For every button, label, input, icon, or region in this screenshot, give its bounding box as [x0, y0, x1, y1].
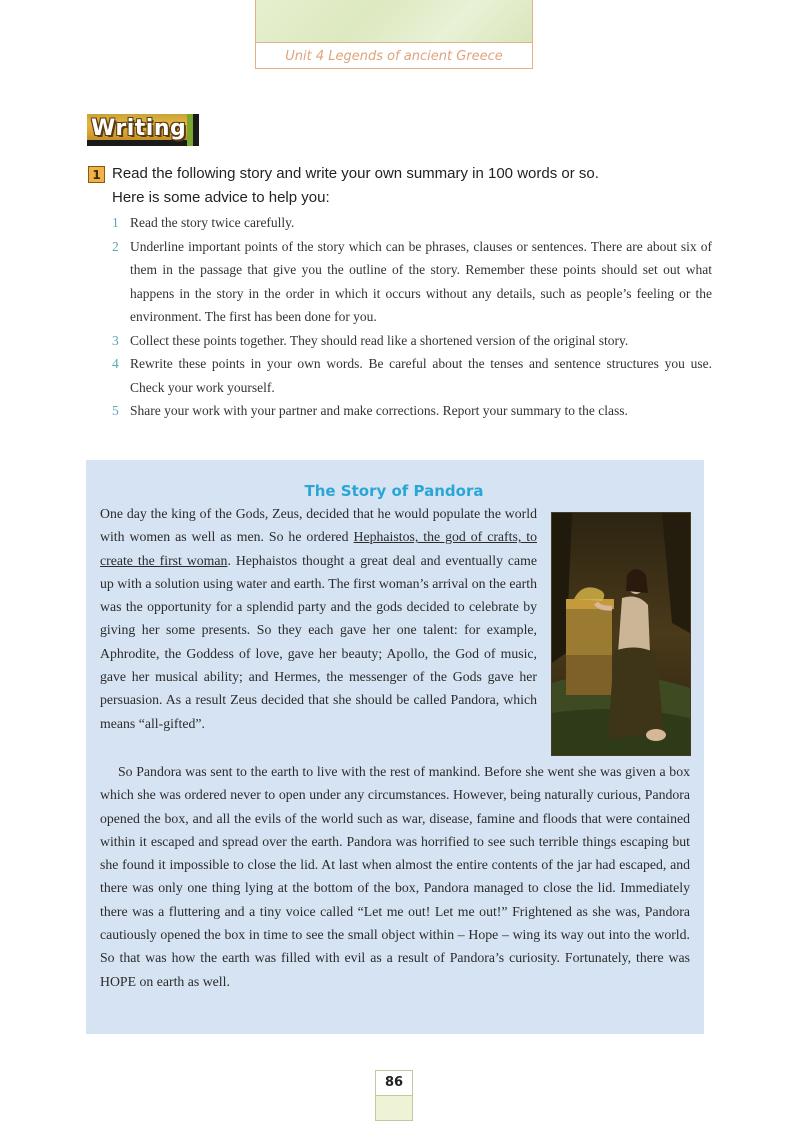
step-number: 1: [112, 215, 119, 230]
story-paragraph-2: So Pandora was sent to the earth to live with the rest of mankind. Before she went she was given a box which she was ordered never to open under any circumstances. However, being naturally curious, Pandora opened the box, and all the evils of the world such as war, disease, famine and floods that were contained within it escaped and spread over the earth. Pandora was horrified to see such terrible things escaping but she found it impossible to close the lid. At last when almost the entire contents of the jar had escaped, and there was only one thing lying at the bottom of the box, Pandora managed to close the lid. Immediately there was a fluttering and a tiny voice called “Let me out! Let me out!” Frightened as she was, Pandora cautiously opened the box in time to see the small object within – Hope – wing its way out into the world. So that was how the earth was filled with evil as a result of Pandora’s curiosity. Fortunately, there was HOPE on earth as well.: [100, 764, 690, 989]
unit-title: Unit 4 Legends of ancient Greece: [285, 49, 503, 64]
advice-step: [112, 352, 712, 399]
step-text: Rewrite these points in your own words. Be careful about the tenses and sentence structures you use. Check your work yourself.: [130, 356, 712, 395]
badge-accent: [187, 114, 193, 146]
unit-header: [255, 42, 533, 69]
painting-illustration: [552, 513, 690, 755]
page-number: 86: [376, 1071, 412, 1096]
paragraph-text: . Hephaistos thought a great deal and eventually came up with a solution using water and earth. The first woman’s arrival on the earth was the opportunity for a splendid party and the gods decided to celebrate by giving her some presents. So they each gave her one talent: for example, Aphrodite, the Goddess of love, gave her beauty; Apollo, the God of music, gave her musical ability; and Hermes, the messenger of the Gods gave her persuasion. As a result Zeus decided that she should be called Pandora, which means “all-gifted”.: [100, 552, 538, 731]
advice-step: [112, 329, 712, 353]
step-number: 2: [112, 238, 119, 254]
header-decoration: [255, 0, 533, 42]
advice-step: [112, 399, 712, 423]
step-text: Collect these points together. They should read like a shortened version of the original story.: [130, 332, 629, 348]
underlined-key-point: Hephaistos, the god of crafts, to create the first woman: [100, 529, 537, 568]
advice-list: [112, 211, 712, 423]
step-number: 3: [112, 332, 119, 348]
section-title: Writing: [91, 116, 187, 141]
step-text: Underline important points of the story which can be phrases, clauses or sentences. There are about six of them in the passage that give you the outline of the story. Remember these points should set out what happens in the story in the order in which it occurs without any details, such as people’s feeling or the environment. The first has been done for you.: [130, 238, 712, 324]
step-text: Share your work with your partner and make corrections. Report your summary to the class.: [130, 403, 628, 418]
advice-step: [112, 211, 712, 235]
story-title: The Story of Pandora: [304, 482, 484, 500]
task-number: 1: [88, 166, 105, 183]
page-number-box: [375, 1070, 413, 1121]
step-text: Read the story twice carefully.: [130, 215, 295, 230]
advice-intro: Here is some advice to help you:: [112, 189, 330, 206]
paragraph-text: One day the king of the Gods, Zeus, decided that he would populate the world with women as well as men. So he ordered: [100, 506, 537, 545]
advice-step: [112, 235, 712, 329]
story-paragraph-1: [100, 502, 537, 735]
step-number: 4: [112, 356, 119, 371]
pandora-painting-image: [551, 512, 691, 756]
task-instruction: Read the following story and write your own summary in 100 words or so.: [112, 165, 599, 182]
section-badge: [87, 114, 199, 146]
step-number: 5: [112, 403, 119, 418]
